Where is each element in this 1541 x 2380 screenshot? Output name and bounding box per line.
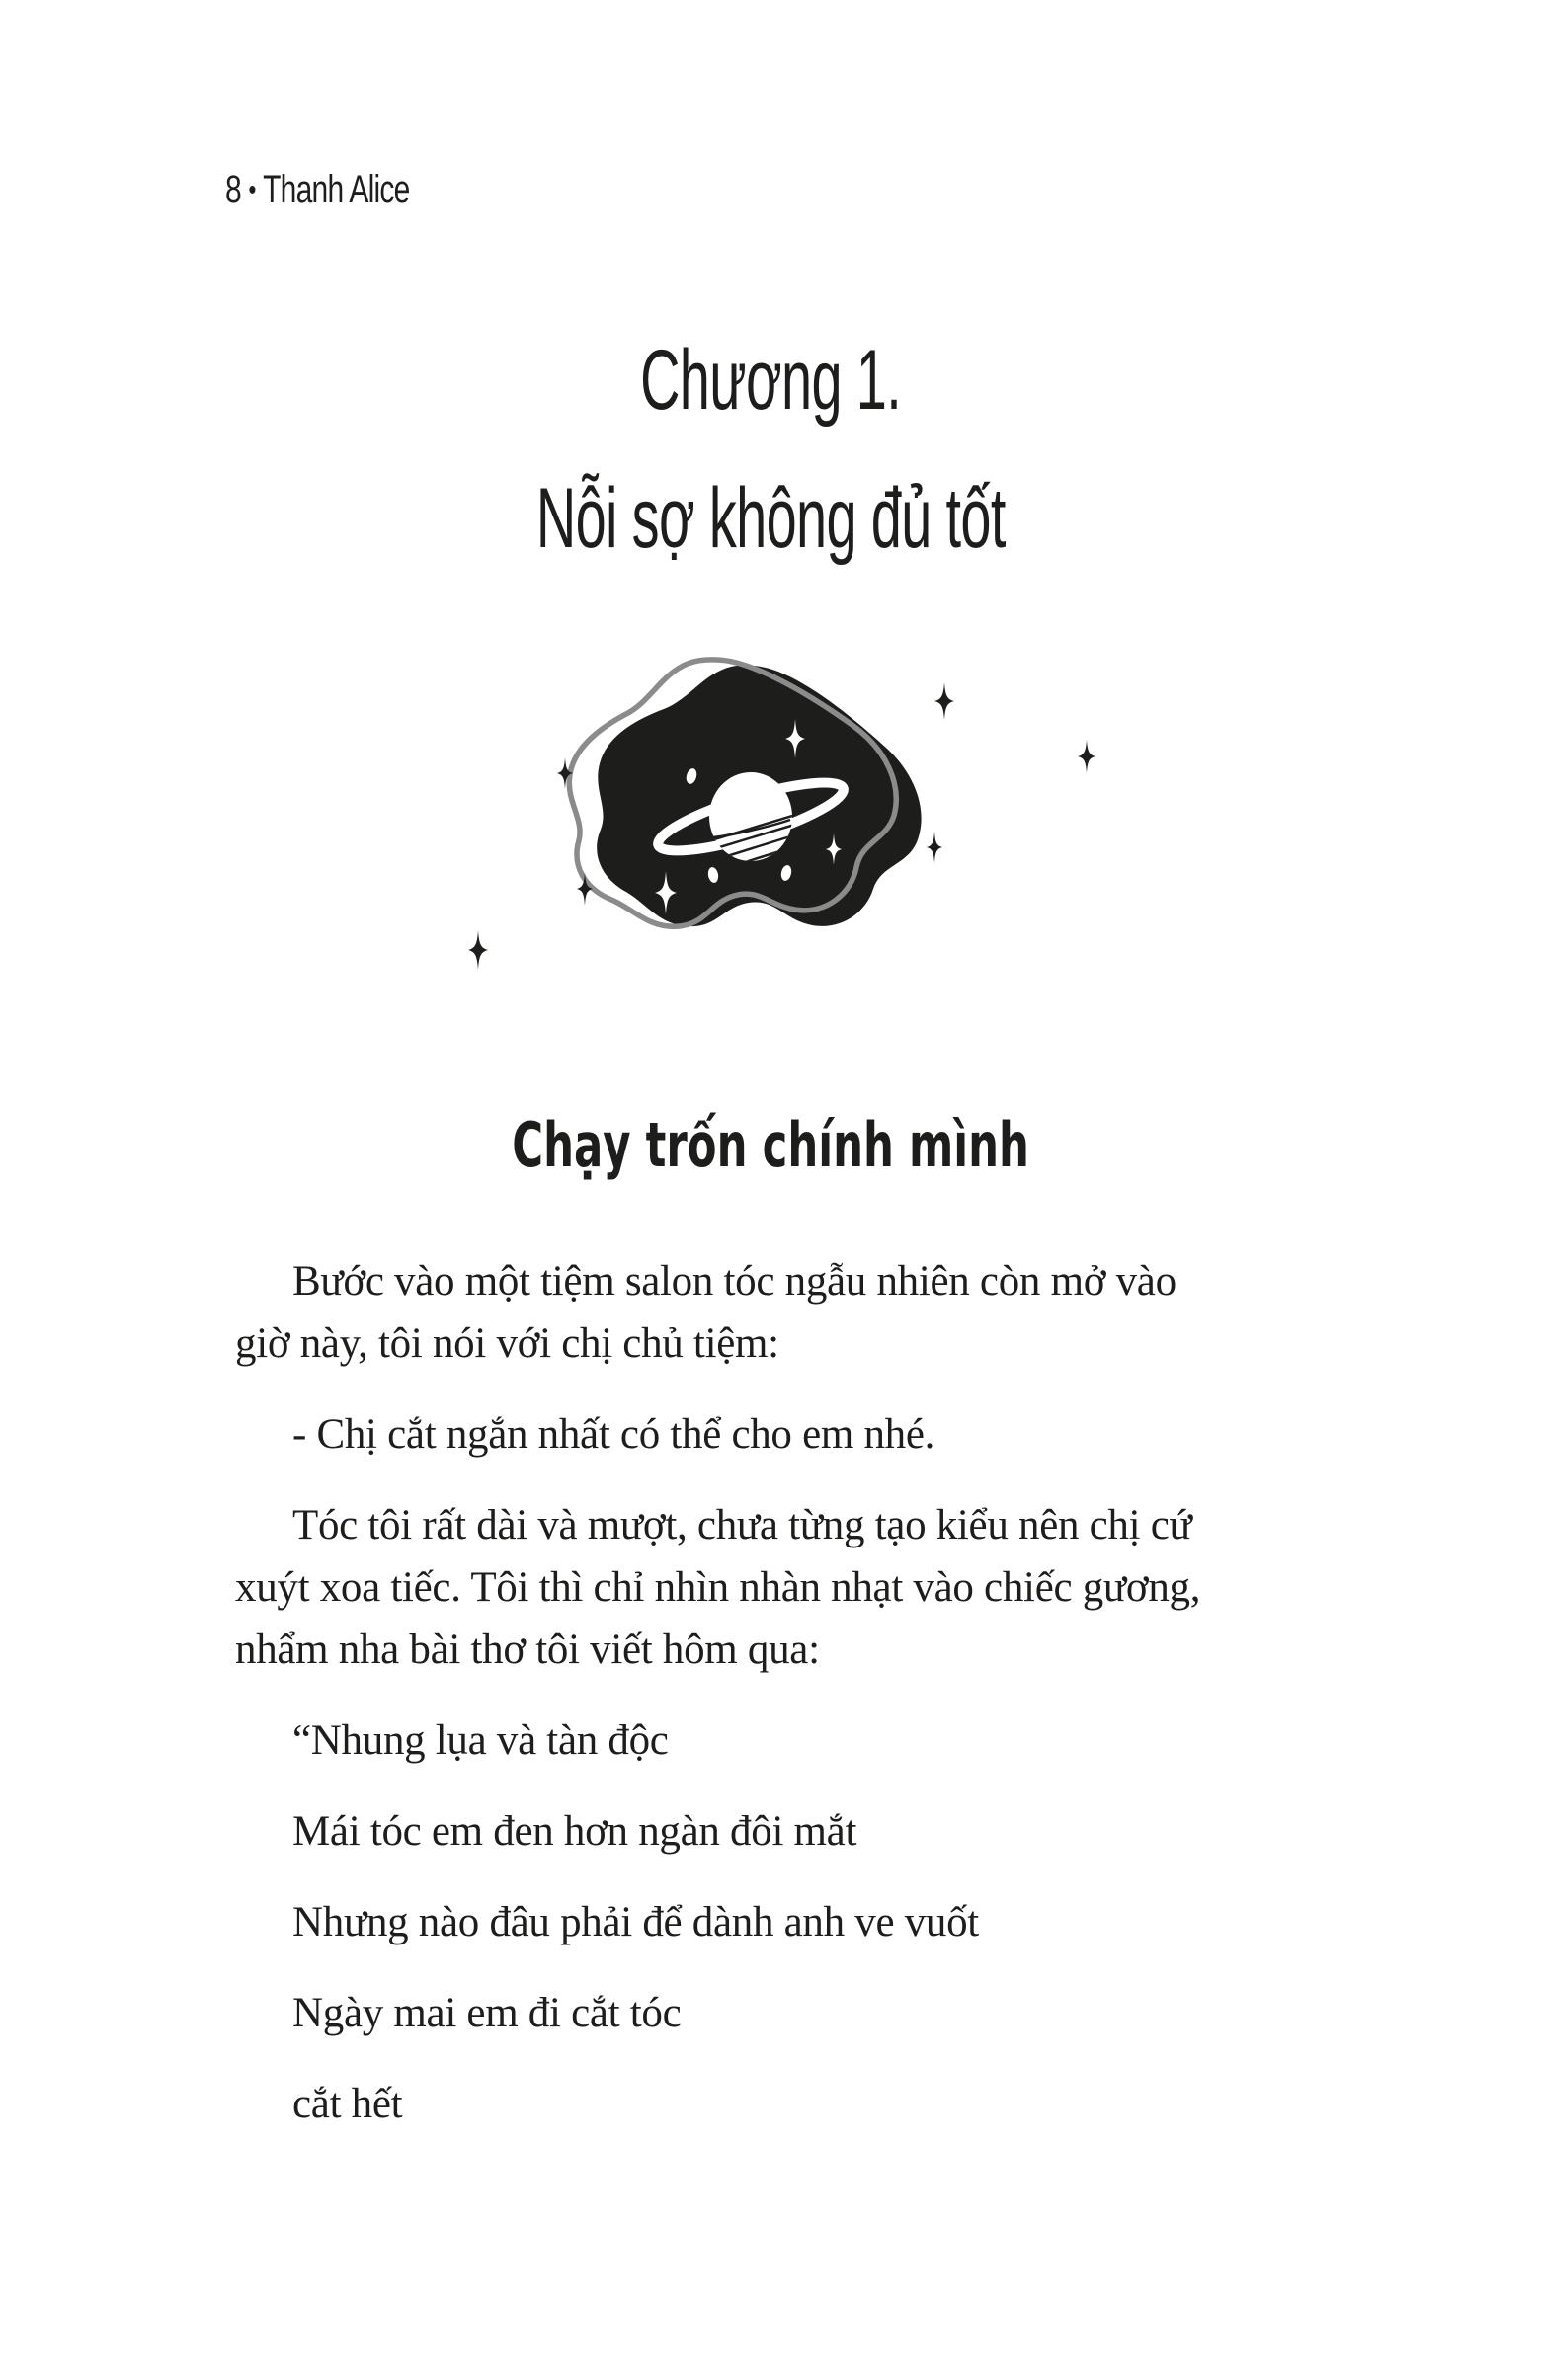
chapter-label: Chương 1. [639,333,902,428]
body-text [235,1250,1332,2164]
poem-line: Nhưng nào đâu phải để dành anh ve vuốt [292,1899,979,1945]
header-bullet-separator: • [248,174,256,206]
running-header [225,164,410,216]
black-sparkle-icon [1078,740,1095,773]
black-sparkle-icon [934,682,954,720]
paragraph-dialogue: - Chị cắt ngắn nhất có thể cho em nhé. [292,1411,935,1458]
poem-line: “Nhung lụa và tàn độc [292,1717,669,1764]
paragraph: Bước vào một tiệm salon tóc ngẫu nhiên còn mở vào giờ này, tôi nói với chị chủ tiệm: [235,1258,1176,1367]
space-blob-illustration [435,610,1146,1005]
poem-line: Mái tóc em đen hơn ngàn đôi mắt [292,1808,857,1855]
black-sparkle-icon [577,872,593,906]
poem-line: cắt hết [292,2081,403,2127]
paragraph: Tóc tôi rất dài và mượt, chưa từng tạo kiểu nên chị cứ xuýt xoa tiếc. Tôi thì chỉ nhìn nhàn nhạt vào chiếc gương, nhẩm nha bài thơ tôi viết hôm qua: [235,1502,1201,1673]
chapter-title: Nỗi sợ không đủ tốt [535,471,1006,566]
poem-line: Ngày mai em đi cắt tóc [292,1990,682,2036]
black-sparkle-icon [927,832,942,863]
page-number: 8 [225,168,241,211]
black-sparkle-icon [468,930,488,970]
running-title: Thanh Alice [263,168,410,211]
section-heading: Chạy trốn chính mình [512,1109,1029,1181]
